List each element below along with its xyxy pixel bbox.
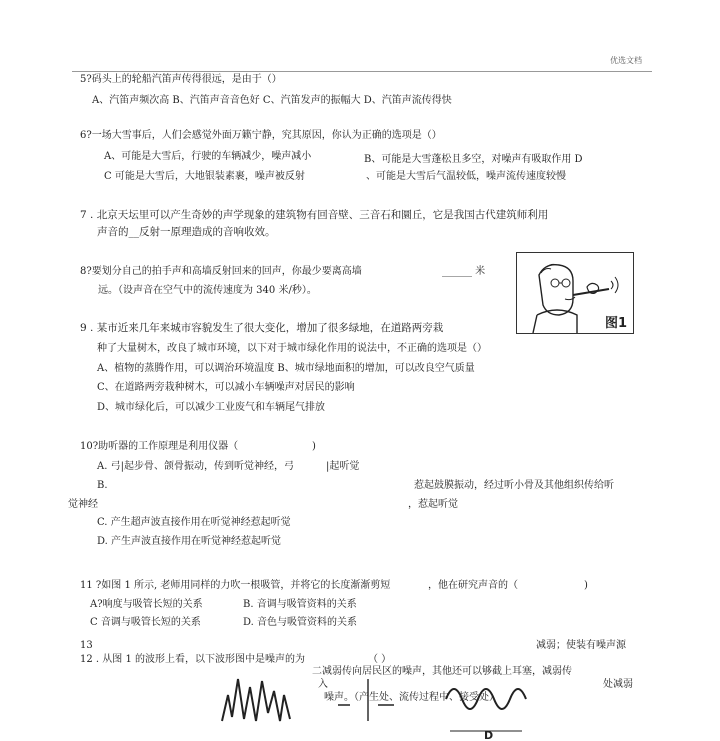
q13-fragment-1: 二减弱传向居民区的噪声，其他还可以够截上耳塞，减弱传 xyxy=(312,666,572,677)
waveform-b xyxy=(338,679,394,721)
q9-option-c: C、在道路两旁栽种树木，可以减小车辆噪声对居民的影响 xyxy=(97,382,355,393)
q10-option-a: A. 弓|起步骨、颌骨振动，传到听觉神经，弓 xyxy=(97,461,294,472)
q11-option-b: B. 音调与吸管资料的关系 xyxy=(243,599,357,610)
q12-paren: （ ） xyxy=(368,654,392,665)
q9-line2: 种了大量树木，改良了城市环境，以下对于城市绿化作用的说法中，不正确的选项是（） xyxy=(97,343,487,354)
header-rule xyxy=(72,71,652,72)
q6-option-d: 、可能是大雪后气温较低，噪声流传速度较慢 xyxy=(366,171,566,182)
waveform-d xyxy=(446,689,526,731)
q9-option-d: D、城市绿化后，可以减少工业废气和车辆尾气排放 xyxy=(97,402,326,413)
q11-stem-cont: ，他在研究声音的（ xyxy=(428,580,518,591)
q7-line2: 声音的__反射一原理造成的音响收效。 xyxy=(97,226,276,238)
q13-fragment-4: 噪声。（产生处、流传过程中、接受处） xyxy=(324,692,499,703)
figure-1-label: 图1 xyxy=(604,316,627,331)
q6-stem: 6?一场大雪事后，人们会感觉外面万籁宁静，究其原因，你认为正确的选项是（） xyxy=(80,130,442,141)
q13-number: 13 xyxy=(80,640,93,651)
q10-stem-close: ) xyxy=(312,441,316,452)
waveform-d-label: D xyxy=(484,729,494,741)
q9-option-ab: A、植物的蒸腾作用，可以调治环境温度 B、城市绿地面积的增加，可以改良空气质量 xyxy=(97,363,475,374)
q10-option-c: C. 产生超声波直接作用在听觉神经惹起听觉 xyxy=(97,517,291,528)
q8-line1: 8?要划分自己的拍手声和高墙反射回来的回声，你最少要离高墙 xyxy=(80,266,362,277)
q8-blank: ______ 米 xyxy=(442,266,486,277)
q10-option-d: D. 产生声波直接作用在听觉神经惹起听觉 xyxy=(97,536,282,547)
q10-option-a-end: |起听觉 xyxy=(326,461,360,472)
q13-fragment-2: 入 xyxy=(318,679,328,690)
q10-option-b-end: ，惹起听觉 xyxy=(408,499,458,510)
q11-option-d: D. 音色与吸管资料的关系 xyxy=(243,617,358,628)
header-tag: 优选文档 xyxy=(610,56,642,65)
q8-line2: 远。（设声音在空气中的流传速度为 340 米/秒）。 xyxy=(98,285,317,296)
q5-stem: 5?码头上的轮船汽笛声传得很远，是由于（） xyxy=(80,74,282,85)
waveform-a xyxy=(222,679,290,721)
q10-stem: 10?助听器的工作原理是利用仪器（ xyxy=(80,441,239,452)
q13-right: 减弱；使装有噪声源 xyxy=(536,640,626,651)
q11-option-c: C 音调与吸管长短的关系 xyxy=(90,617,201,628)
q11-option-a: A?响度与吸管长短的关系 xyxy=(90,599,203,610)
q11-stem-close: ) xyxy=(584,580,588,591)
q7-line1: 7 . 北京天坛里可以产生奇妙的声学现象的建筑物有回音壁、三音石和圜丘，它是我国古代建筑师利用 xyxy=(80,209,549,221)
q9-line1: 9 . 某市近来几年来城市容貌发生了很大变化，增加了很多绿地，在道路两旁栽 xyxy=(80,322,444,334)
q5-options: A、汽笛声频次高 B、汽笛声音音色好 C、汽笛发声的振幅大 D、汽笛声流传得快 xyxy=(92,95,452,106)
q12-stem: 12 . 从图 1 的波形上看，以下波形图中是噪声的为 xyxy=(80,654,305,665)
q13-fragment-3: 处减弱 xyxy=(603,679,633,690)
q6-option-b: B、可能是大雪蓬松且多空，对噪声有吸取作用 D xyxy=(364,154,583,165)
q10-option-b-cont: 觉神经 xyxy=(68,499,98,510)
waveform-options xyxy=(218,665,530,741)
q10-option-b: B. xyxy=(97,480,108,491)
q6-option-a: A、可能是大雪后，行驶的车辆减少，噪声减小 xyxy=(104,151,312,162)
q6-option-c: C 可能是大雪后，大地银装素裹，噪声被反射 xyxy=(104,171,305,182)
figure-1 xyxy=(516,252,634,334)
q11-stem: 11 ?如图 1 所示, 老师用同样的力吹一根吸管，并将它的长度渐渐剪短 xyxy=(80,580,391,591)
q10-option-b-text: 惹起鼓膜振动，经过听小骨及其他组织传给听 xyxy=(414,480,614,491)
